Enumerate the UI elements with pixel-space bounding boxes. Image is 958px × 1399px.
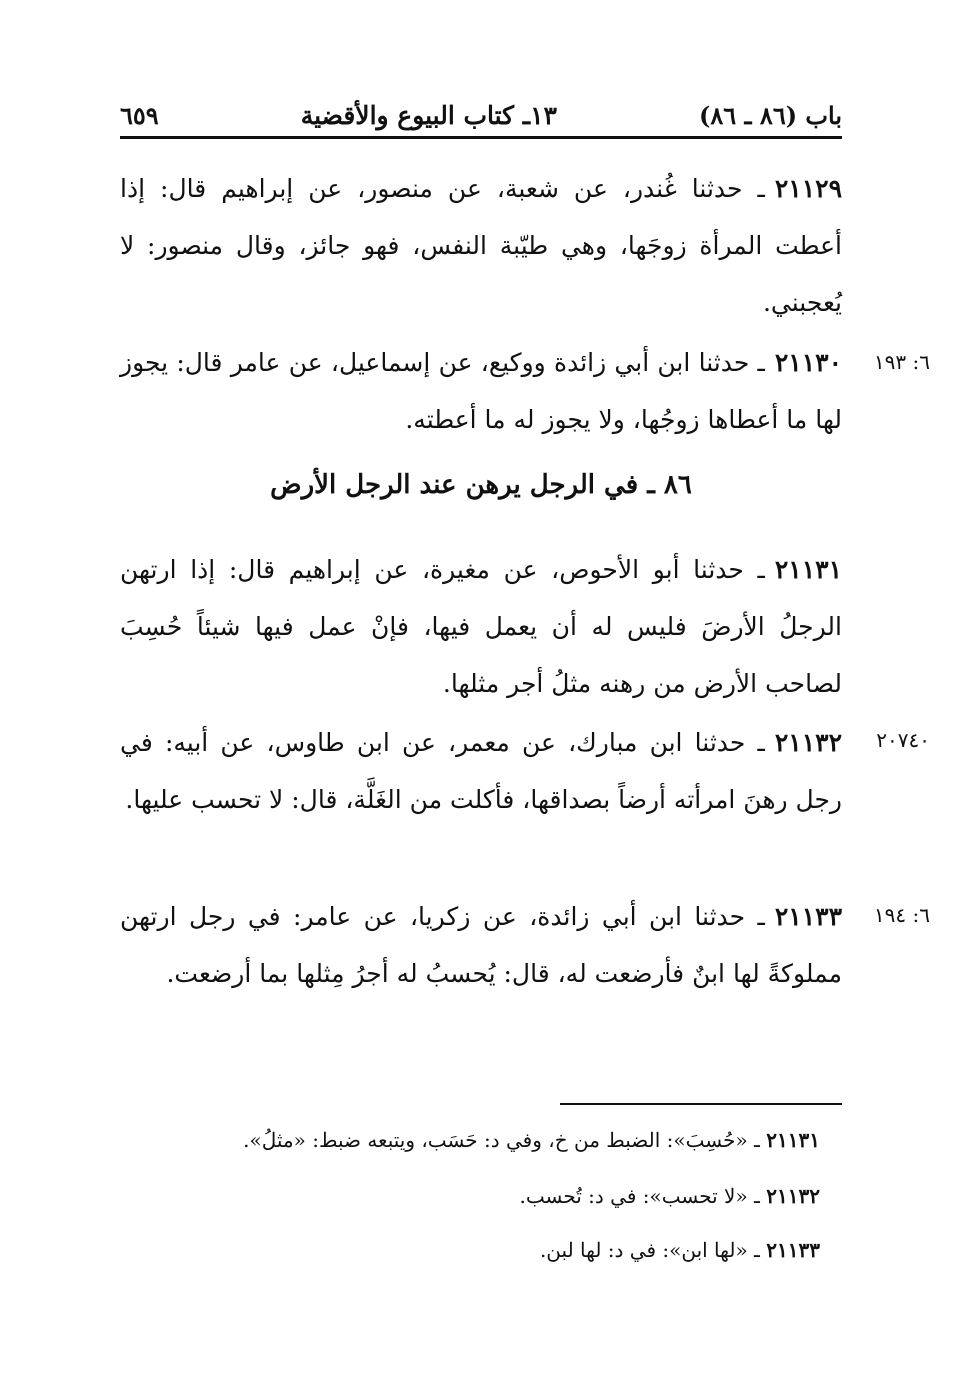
page-number: ٦٥٩ xyxy=(120,101,159,130)
hadith-number: ٢١١٣١ xyxy=(774,555,842,584)
footnote-number: ٢١١٣٢ xyxy=(766,1184,820,1208)
hadith-number: ٢١١٣٢ xyxy=(774,728,842,757)
cross-reference: ٢٠٧٤٠ xyxy=(876,728,930,752)
hadith-entry xyxy=(120,334,842,448)
footnote xyxy=(120,1184,820,1208)
footnote-text: ـ «حُسِبَ»: الضبط من خ، وفي د: حَسَب، ويتبعه ضبط: «مثلُ». xyxy=(243,1128,760,1152)
footnote xyxy=(120,1238,820,1262)
header-book-title: ١٣ـ كتاب البيوع والأقضية xyxy=(300,101,557,130)
footnote-rule xyxy=(560,1103,842,1105)
header-rule xyxy=(120,136,842,139)
footnote-number: ٢١١٣١ xyxy=(766,1128,820,1152)
page-header xyxy=(120,88,842,130)
hadith-number: ٢١١٣٣ xyxy=(774,902,842,931)
hadith-number: ٢١١٣٠ xyxy=(774,348,842,377)
hadith-text: ـ حدثنا ابن أبي زائدة، عن زكريا، عن عامر: في رجل ارتهن مملوكةً لها ابنٌ فأرضعت له، قال: يُحسبُ له أجرُ مِثلها بما أرضعت. xyxy=(120,902,842,988)
hadith-text: ـ حدثنا ابن مبارك، عن معمر، عن ابن طاوس، عن أبيه: في رجل رهنَ امرأته أرضاً بصداقها، فأكلت من الغَلَّة، قال: لا تحسب عليها. xyxy=(120,728,842,814)
hadith-text: ـ حدثنا غُندر، عن شعبة، عن منصور، عن إبراهيم قال: إذا أعطت المرأة زوجَها، وهي طيّبة النفس، فهو جائز، وقال منصور: لا يُعجبني. xyxy=(120,174,842,317)
cross-reference: ٦: ١٩٤ xyxy=(873,903,930,927)
hadith-number: ٢١١٢٩ xyxy=(774,174,842,203)
footnote xyxy=(120,1128,820,1152)
footnote-number: ٢١١٣٣ xyxy=(766,1238,820,1262)
hadith-text: ـ حدثنا ابن أبي زائدة ووكيع، عن إسماعيل، عن عامر قال: يجوز لها ما أعطاها زوجُها، ولا يجوز له ما أعطته. xyxy=(120,348,842,434)
header-chapter-range: باب (٨٦ ـ ٨٦) xyxy=(699,101,842,130)
hadith-entry xyxy=(120,888,842,1002)
hadith-entry xyxy=(120,714,842,828)
footnote-text: ـ «لا تحسب»: في د: تُحسب. xyxy=(519,1184,760,1208)
hadith-entry xyxy=(120,541,842,712)
footnote-text: ـ «لها ابن»: في د: لها لبن. xyxy=(539,1238,760,1262)
hadith-entry xyxy=(120,160,842,331)
section-title: ٨٦ ـ في الرجل يرهن عند الرجل الأرض xyxy=(270,470,692,500)
hadith-text: ـ حدثنا أبو الأحوص، عن مغيرة، عن إبراهيم قال: إذا ارتهن الرجلُ الأرضَ فليس له أن يعمل فيها، فإنْ عمل فيها شيئاً حُسِبَ لصاحب الأرض من رهنه مثلُ أجر مثلها. xyxy=(120,555,842,698)
cross-reference: ٦: ١٩٣ xyxy=(873,350,930,374)
